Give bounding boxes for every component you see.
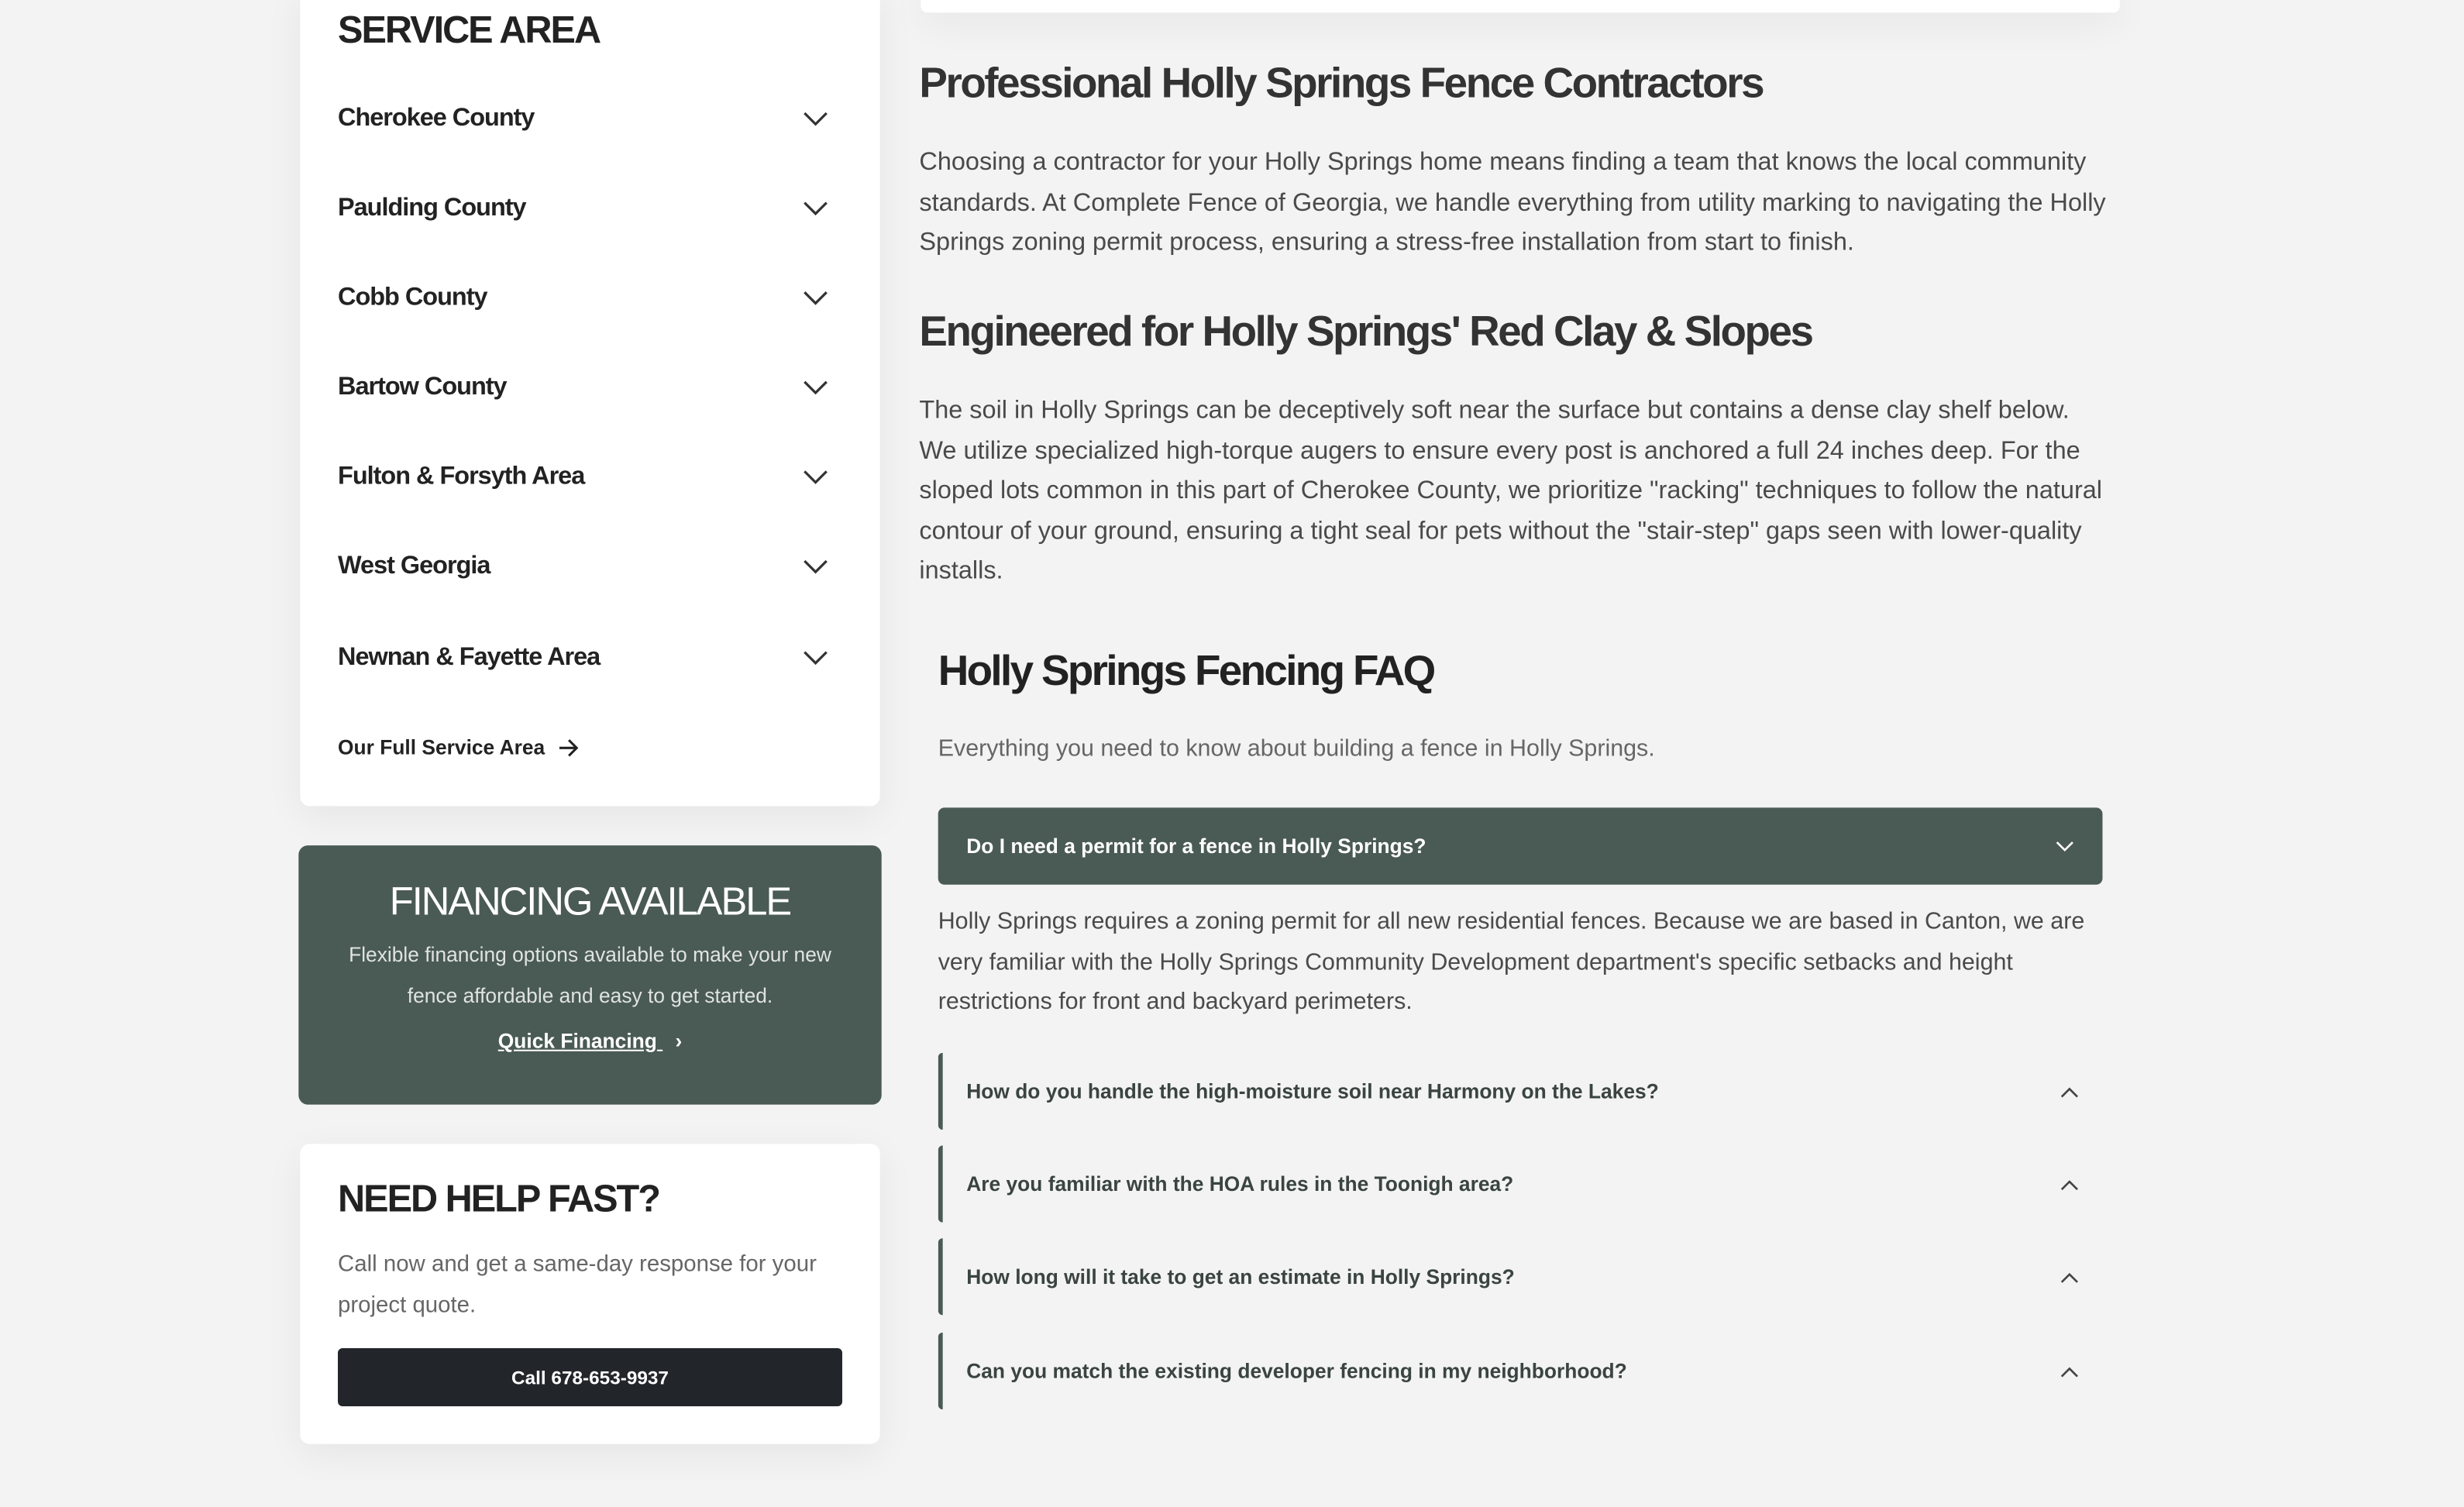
- help-title: NEED HELP FAST?: [338, 1178, 659, 1221]
- full-service-area-link[interactable]: [338, 735, 580, 759]
- faq-question[interactable]: [938, 1053, 2103, 1130]
- top-card: [921, 0, 2119, 12]
- county-label: Paulding County: [338, 194, 526, 222]
- county-label: Newnan & Fayette Area: [338, 644, 601, 671]
- chevron-down-icon: [803, 112, 828, 127]
- chevron-down-icon: [803, 470, 828, 485]
- faq-question[interactable]: [938, 1145, 2103, 1222]
- chevron-down-icon: [803, 291, 828, 306]
- need-help-card: [300, 1144, 879, 1443]
- faq-answer: Holly Springs requires a zoning permit for all new residential fences. Because we are based in Canton, we are very familiar with the Holly Springs Community Development department's specific setbacks and height restrictions for front and backyard perimeters.: [938, 908, 2085, 1016]
- financing-card: [298, 845, 881, 1105]
- chevron-up-icon: [2060, 1271, 2079, 1283]
- county-newnan-fayette[interactable]: [338, 635, 828, 682]
- chevron-up-icon: [2060, 1085, 2079, 1097]
- soil-paragraph: The soil in Holly Springs can be deceptively soft near the surface but contains a dense clay shelf below. We utilize specialized high-torque augers to ensure every post is anchored a full 24 inches deep. For the sloped lots common in this part of Cherokee County, we prioritize "racking" techniques to follow the natural contour of your ground, ensuring a tight seal for pets without the "stair-step" gaps seen with lower-quality installs.: [919, 397, 2103, 586]
- county-label: Fulton & Forsyth Area: [338, 463, 585, 490]
- intro-paragraph: Choosing a contractor for your Holly Springs home means finding a team that knows the local community standards. At Complete Fence of Georgia, we handle everything from utility marking to navigating the Holly Springs zoning permit process, ensuring a stress-free installation from start to finish.: [919, 149, 2106, 256]
- link-label: Quick Financing: [497, 1029, 657, 1053]
- quick-financing-link[interactable]: [498, 1029, 682, 1052]
- financing-title: FINANCING AVAILABLE: [389, 879, 791, 924]
- chevron-down-icon: [803, 559, 828, 575]
- service-area-card: [300, 0, 879, 806]
- question-label: How do you handle the high-moisture soil near Harmony on the Lakes?: [966, 1079, 1659, 1103]
- faq-question[interactable]: [938, 1238, 2103, 1315]
- section-heading: Engineered for Holly Springs' Red Clay & Slopes: [919, 308, 1812, 356]
- faq-question[interactable]: [938, 1333, 2103, 1409]
- question-label: Can you match the existing developer fencing in my neighborhood?: [966, 1359, 1627, 1383]
- county-west-georgia[interactable]: [338, 544, 828, 591]
- financing-text: Flexible financing options available to make your new fence affordable and easy to get started.: [349, 942, 831, 1007]
- county-cobb[interactable]: [338, 275, 828, 322]
- county-label: Bartow County: [338, 373, 507, 401]
- link-label: Our Full Service Area: [338, 735, 545, 759]
- county-paulding[interactable]: [338, 185, 828, 232]
- faq-title: Holly Springs Fencing FAQ: [938, 647, 1434, 695]
- county-fulton-forsyth[interactable]: [338, 454, 828, 501]
- chevron-down-icon: [803, 380, 828, 396]
- county-label: West Georgia: [338, 552, 490, 580]
- question-label: Do I need a permit for a fence in Holly Springs?: [966, 834, 1426, 858]
- question-label: Are you familiar with the HOA rules in the Toonigh area?: [966, 1172, 1514, 1196]
- question-label: How long will it take to get an estimate in Holly Springs?: [966, 1264, 1515, 1289]
- chevron-down-icon: [803, 201, 828, 217]
- help-text: Call now and get a same-day response for your project quote.: [338, 1252, 817, 1319]
- chevron-down-icon: [803, 651, 828, 666]
- faq-subtitle: Everything you need to know about building a fence in Holly Springs.: [938, 735, 1655, 762]
- arrow-right-icon: [557, 738, 579, 756]
- faq-question-open[interactable]: [938, 807, 2103, 884]
- chevron-down-icon: [2056, 840, 2074, 852]
- call-button[interactable]: Call 678-653-9937: [338, 1348, 842, 1406]
- chevron-up-icon: [2060, 1364, 2079, 1377]
- chevron-right-icon: ›: [675, 1029, 683, 1053]
- chevron-up-icon: [2060, 1178, 2079, 1190]
- service-area-title: SERVICE AREA: [338, 9, 601, 52]
- county-cherokee[interactable]: [338, 96, 828, 143]
- county-label: Cobb County: [338, 284, 487, 311]
- county-bartow[interactable]: [338, 364, 828, 411]
- page-title: Professional Holly Springs Fence Contractors: [919, 60, 1764, 107]
- county-label: Cherokee County: [338, 105, 535, 132]
